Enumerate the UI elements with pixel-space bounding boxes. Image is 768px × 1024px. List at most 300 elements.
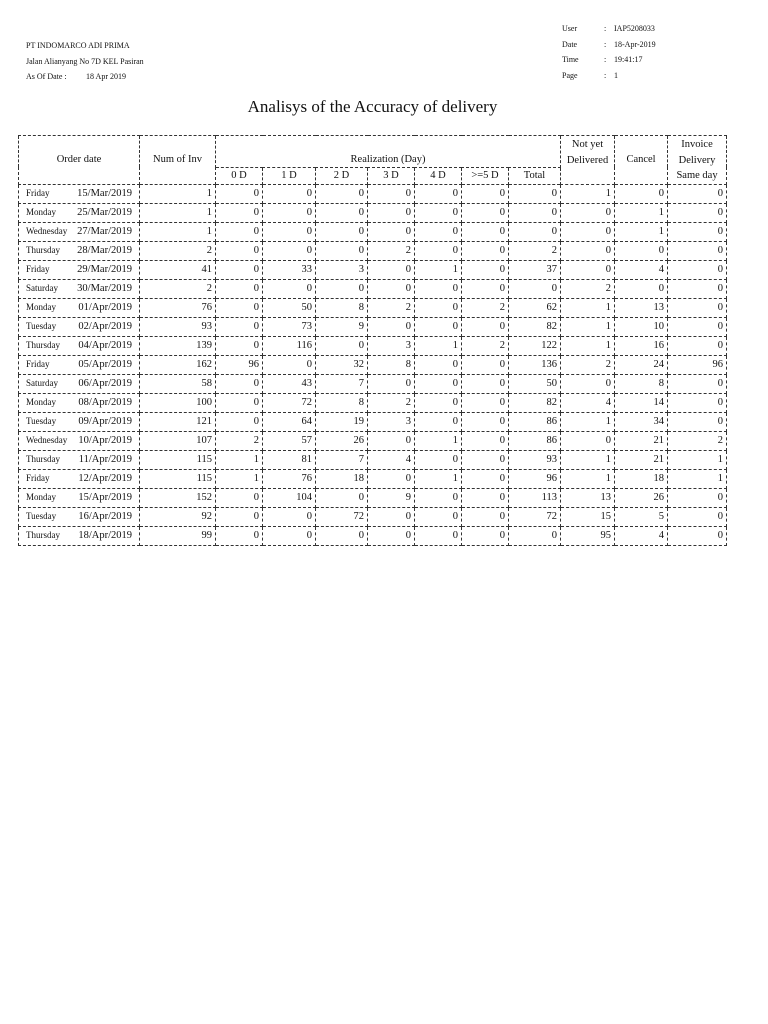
weekday: Thursday [26, 340, 60, 350]
value-cell: 0 [668, 336, 727, 355]
table-row [19, 374, 727, 393]
value-cell: 8 [615, 374, 668, 393]
value-cell: 0 [615, 279, 668, 298]
value-cell: 0 [415, 203, 462, 222]
as-of-date-value: 18 Apr 2019 [86, 72, 126, 81]
accuracy-table [18, 135, 727, 546]
order-date-cell [19, 507, 140, 526]
order-date: 18/Apr/2019 [78, 530, 132, 541]
value-cell: 0 [462, 222, 509, 241]
value-cell: 0 [668, 317, 727, 336]
value-cell: 0 [263, 184, 316, 203]
value-cell: 76 [140, 298, 216, 317]
table-row [19, 241, 727, 260]
value-cell: 0 [316, 241, 368, 260]
value-cell: 1 [561, 184, 615, 203]
value-cell: 4 [615, 526, 668, 545]
value-cell: 0 [561, 374, 615, 393]
value-cell: 21 [615, 431, 668, 450]
value-cell: 26 [615, 488, 668, 507]
order-date-cell [19, 241, 140, 260]
order-date-cell [19, 203, 140, 222]
weekday: Monday [26, 302, 56, 312]
value-cell: 0 [415, 222, 462, 241]
value-cell: 95 [561, 526, 615, 545]
value-cell: 0 [462, 393, 509, 412]
value-cell: 2 [462, 298, 509, 317]
value-cell: 0 [316, 203, 368, 222]
value-cell: 0 [561, 241, 615, 260]
value-cell: 0 [216, 412, 263, 431]
table-row [19, 336, 727, 355]
value-cell: 1 [615, 203, 668, 222]
weekday: Tuesday [26, 511, 57, 521]
value-cell: 72 [263, 393, 316, 412]
value-cell: 0 [216, 203, 263, 222]
table-row [19, 431, 727, 450]
value-cell: 0 [462, 203, 509, 222]
value-cell: 1 [561, 317, 615, 336]
value-cell: 96 [668, 355, 727, 374]
value-cell: 0 [263, 526, 316, 545]
value-cell: 21 [615, 450, 668, 469]
value-cell: 0 [462, 355, 509, 374]
value-cell: 0 [415, 184, 462, 203]
value-cell: 0 [216, 317, 263, 336]
value-cell: 0 [415, 317, 462, 336]
value-cell: 50 [263, 298, 316, 317]
value-cell: 0 [415, 412, 462, 431]
value-cell: 0 [316, 222, 368, 241]
value-cell: 0 [462, 374, 509, 393]
table-row [19, 184, 727, 203]
value-cell: 1 [216, 469, 263, 488]
meta-time-value: 19:41:17 [614, 55, 643, 64]
value-cell: 13 [615, 298, 668, 317]
value-cell: 58 [140, 374, 216, 393]
value-cell: 0 [668, 298, 727, 317]
value-cell: 0 [216, 279, 263, 298]
order-date: 04/Apr/2019 [78, 340, 132, 351]
order-date: 01/Apr/2019 [78, 302, 132, 313]
value-cell: 9 [316, 317, 368, 336]
header-3d: 3 D [368, 167, 415, 184]
value-cell: 86 [509, 431, 561, 450]
value-cell: 0 [216, 184, 263, 203]
value-cell: 0 [509, 279, 561, 298]
value-cell: 1 [561, 469, 615, 488]
value-cell: 0 [216, 336, 263, 355]
order-date: 11/Apr/2019 [78, 454, 132, 465]
table-row [19, 450, 727, 469]
value-cell: 2 [368, 393, 415, 412]
value-cell: 116 [263, 336, 316, 355]
meta-separator: : [604, 24, 607, 33]
value-cell: 0 [462, 526, 509, 545]
header-4d: 4 D [415, 167, 462, 184]
meta-page [562, 68, 656, 84]
value-cell: 96 [509, 469, 561, 488]
value-cell: 92 [140, 507, 216, 526]
order-date-cell [19, 317, 140, 336]
order-date: 28/Mar/2019 [77, 245, 132, 256]
value-cell: 0 [615, 184, 668, 203]
order-date: 15/Apr/2019 [78, 492, 132, 503]
value-cell: 0 [216, 507, 263, 526]
header-invoice-delivery-same-day: Invoice Delivery Same day [668, 136, 727, 185]
value-cell: 0 [462, 184, 509, 203]
value-cell: 16 [615, 336, 668, 355]
value-cell: 3 [368, 336, 415, 355]
value-cell: 50 [509, 374, 561, 393]
value-cell: 0 [415, 526, 462, 545]
value-cell: 18 [615, 469, 668, 488]
company-address: Jalan Alianyang No 7D KEL Pasiran [26, 56, 144, 66]
order-date: 06/Apr/2019 [78, 378, 132, 389]
order-date-cell [19, 526, 140, 545]
as-of-date [26, 69, 144, 85]
weekday: Saturday [26, 378, 58, 388]
value-cell: 0 [415, 393, 462, 412]
order-date: 15/Mar/2019 [77, 188, 132, 199]
meta-date-value: 18-Apr-2019 [614, 39, 656, 49]
order-date-cell [19, 469, 140, 488]
value-cell: 0 [216, 260, 263, 279]
value-cell: 0 [668, 222, 727, 241]
value-cell: 139 [140, 336, 216, 355]
header-total: Total [509, 167, 561, 184]
weekday: Friday [26, 359, 50, 369]
weekday: Tuesday [26, 416, 57, 426]
value-cell: 32 [316, 355, 368, 374]
weekday: Friday [26, 264, 50, 274]
value-cell: 0 [462, 488, 509, 507]
value-cell: 0 [668, 203, 727, 222]
header-num-of-inv: Num of Inv [140, 136, 216, 185]
value-cell: 72 [316, 507, 368, 526]
value-cell: 34 [615, 412, 668, 431]
table-row [19, 222, 727, 241]
weekday: Wednesday [26, 435, 68, 445]
value-cell: 2 [668, 431, 727, 450]
value-cell: 96 [216, 355, 263, 374]
value-cell: 57 [263, 431, 316, 450]
value-cell: 1 [561, 298, 615, 317]
value-cell: 121 [140, 412, 216, 431]
value-cell: 0 [462, 431, 509, 450]
order-date-cell [19, 374, 140, 393]
value-cell: 0 [415, 241, 462, 260]
value-cell: 7 [316, 450, 368, 469]
value-cell: 2 [462, 336, 509, 355]
value-cell: 100 [140, 393, 216, 412]
value-cell: 0 [561, 260, 615, 279]
order-date: 09/Apr/2019 [78, 416, 132, 427]
table-row [19, 507, 727, 526]
value-cell: 76 [263, 469, 316, 488]
value-cell: 73 [263, 317, 316, 336]
value-cell: 0 [368, 507, 415, 526]
header-5d-plus: >=5 D [462, 167, 509, 184]
value-cell: 1 [668, 469, 727, 488]
value-cell: 1 [140, 184, 216, 203]
value-cell: 0 [509, 526, 561, 545]
value-cell: 0 [415, 298, 462, 317]
value-cell: 1 [561, 450, 615, 469]
value-cell: 2 [216, 431, 263, 450]
value-cell: 0 [368, 184, 415, 203]
order-date-cell [19, 488, 140, 507]
value-cell: 0 [263, 222, 316, 241]
value-cell: 0 [462, 241, 509, 260]
value-cell: 0 [216, 374, 263, 393]
value-cell: 93 [509, 450, 561, 469]
value-cell: 72 [509, 507, 561, 526]
value-cell: 0 [415, 355, 462, 374]
meta-user-label: User [562, 24, 578, 33]
value-cell: 0 [368, 431, 415, 450]
table-row [19, 526, 727, 545]
value-cell: 0 [368, 222, 415, 241]
value-cell: 62 [509, 298, 561, 317]
order-date-cell [19, 355, 140, 374]
order-date: 12/Apr/2019 [78, 473, 132, 484]
value-cell: 18 [316, 469, 368, 488]
weekday: Thursday [26, 454, 60, 464]
value-cell: 0 [462, 412, 509, 431]
order-date-cell [19, 412, 140, 431]
meta-page-value: 1 [614, 70, 618, 80]
order-date: 10/Apr/2019 [78, 435, 132, 446]
value-cell: 0 [509, 203, 561, 222]
value-cell: 8 [316, 393, 368, 412]
header-order-date: Order date [19, 136, 140, 185]
value-cell: 2 [368, 241, 415, 260]
value-cell: 0 [668, 507, 727, 526]
value-cell: 0 [316, 526, 368, 545]
value-cell: 0 [668, 241, 727, 260]
table-row [19, 393, 727, 412]
table-row [19, 488, 727, 507]
value-cell: 1 [415, 431, 462, 450]
meta-user-value: IAP5208033 [614, 24, 655, 33]
value-cell: 0 [561, 203, 615, 222]
value-cell: 24 [615, 355, 668, 374]
value-cell: 0 [462, 317, 509, 336]
meta-separator: : [604, 70, 607, 80]
value-cell: 107 [140, 431, 216, 450]
value-cell: 19 [316, 412, 368, 431]
meta-date [562, 37, 656, 53]
order-date-cell [19, 393, 140, 412]
value-cell: 2 [509, 241, 561, 260]
value-cell: 41 [140, 260, 216, 279]
value-cell: 162 [140, 355, 216, 374]
value-cell: 0 [668, 260, 727, 279]
value-cell: 0 [668, 184, 727, 203]
value-cell: 0 [316, 488, 368, 507]
order-date-cell [19, 260, 140, 279]
value-cell: 0 [263, 203, 316, 222]
order-date: 05/Apr/2019 [78, 359, 132, 370]
value-cell: 99 [140, 526, 216, 545]
value-cell: 0 [415, 507, 462, 526]
value-cell: 0 [368, 317, 415, 336]
value-cell: 8 [316, 298, 368, 317]
value-cell: 115 [140, 450, 216, 469]
meta-separator: : [604, 55, 607, 64]
table-row [19, 317, 727, 336]
value-cell: 0 [216, 488, 263, 507]
value-cell: 82 [509, 317, 561, 336]
value-cell: 10 [615, 317, 668, 336]
value-cell: 0 [415, 488, 462, 507]
company-block [26, 38, 144, 85]
value-cell: 115 [140, 469, 216, 488]
value-cell: 0 [668, 374, 727, 393]
value-cell: 26 [316, 431, 368, 450]
table-row [19, 279, 727, 298]
value-cell: 4 [615, 260, 668, 279]
weekday: Tuesday [26, 321, 57, 331]
value-cell: 1 [216, 450, 263, 469]
weekday: Monday [26, 492, 56, 502]
value-cell: 3 [316, 260, 368, 279]
value-cell: 0 [316, 184, 368, 203]
value-cell: 1 [415, 336, 462, 355]
table-row [19, 298, 727, 317]
value-cell: 81 [263, 450, 316, 469]
value-cell: 0 [415, 279, 462, 298]
value-cell: 136 [509, 355, 561, 374]
value-cell: 0 [561, 431, 615, 450]
order-date: 29/Mar/2019 [77, 264, 132, 275]
value-cell: 0 [316, 279, 368, 298]
table-row [19, 355, 727, 374]
value-cell: 1 [140, 203, 216, 222]
value-cell: 93 [140, 317, 216, 336]
order-date-cell [19, 279, 140, 298]
value-cell: 0 [509, 184, 561, 203]
report-meta [562, 21, 656, 83]
meta-page-label: Page [562, 70, 578, 80]
value-cell: 0 [415, 374, 462, 393]
meta-date-label: Date [562, 39, 578, 49]
value-cell: 104 [263, 488, 316, 507]
value-cell: 0 [615, 241, 668, 260]
table-row [19, 412, 727, 431]
order-date-cell [19, 222, 140, 241]
order-date: 16/Apr/2019 [78, 511, 132, 522]
weekday: Monday [26, 207, 56, 217]
value-cell: 1 [615, 222, 668, 241]
value-cell: 0 [561, 222, 615, 241]
value-cell: 1 [415, 469, 462, 488]
value-cell: 2 [561, 355, 615, 374]
header-0d: 0 D [216, 167, 263, 184]
value-cell: 0 [668, 412, 727, 431]
meta-user [562, 21, 656, 37]
company-name: PT INDOMARCO ADI PRIMA [26, 41, 130, 50]
order-date-cell [19, 298, 140, 317]
weekday: Saturday [26, 283, 58, 293]
order-date-cell [19, 184, 140, 203]
value-cell: 3 [368, 412, 415, 431]
value-cell: 4 [368, 450, 415, 469]
weekday: Friday [26, 188, 50, 198]
order-date: 02/Apr/2019 [78, 321, 132, 332]
value-cell: 15 [561, 507, 615, 526]
value-cell: 0 [263, 355, 316, 374]
value-cell: 152 [140, 488, 216, 507]
value-cell: 2 [561, 279, 615, 298]
value-cell: 8 [368, 355, 415, 374]
value-cell: 0 [263, 279, 316, 298]
order-date: 30/Mar/2019 [77, 283, 132, 294]
table-row [19, 469, 727, 488]
table-body [19, 184, 727, 545]
order-date: 27/Mar/2019 [77, 226, 132, 237]
value-cell: 0 [216, 222, 263, 241]
value-cell: 0 [415, 450, 462, 469]
value-cell: 0 [509, 222, 561, 241]
table-row [19, 260, 727, 279]
weekday: Wednesday [26, 226, 68, 236]
value-cell: 122 [509, 336, 561, 355]
order-date: 25/Mar/2019 [77, 207, 132, 218]
value-cell: 0 [462, 507, 509, 526]
order-date: 08/Apr/2019 [78, 397, 132, 408]
header-1d: 1 D [263, 167, 316, 184]
value-cell: 0 [368, 469, 415, 488]
value-cell: 1 [140, 222, 216, 241]
value-cell: 1 [415, 260, 462, 279]
order-date-cell [19, 336, 140, 355]
value-cell: 0 [368, 260, 415, 279]
as-of-date-label: As Of Date : [26, 72, 67, 81]
value-cell: 0 [368, 203, 415, 222]
meta-time-label: Time [562, 55, 579, 64]
value-cell: 2 [368, 298, 415, 317]
header-cancel: Cancel [615, 136, 668, 185]
value-cell: 43 [263, 374, 316, 393]
value-cell: 33 [263, 260, 316, 279]
value-cell: 5 [615, 507, 668, 526]
value-cell: 1 [561, 412, 615, 431]
value-cell: 14 [615, 393, 668, 412]
value-cell: 0 [462, 450, 509, 469]
header-realization: Realization (Day) [216, 136, 561, 168]
order-date-cell [19, 450, 140, 469]
value-cell: 0 [462, 469, 509, 488]
value-cell: 0 [216, 241, 263, 260]
value-cell: 1 [561, 336, 615, 355]
value-cell: 64 [263, 412, 316, 431]
order-date-cell [19, 431, 140, 450]
weekday: Thursday [26, 530, 60, 540]
value-cell: 13 [561, 488, 615, 507]
value-cell: 0 [216, 393, 263, 412]
value-cell: 0 [368, 374, 415, 393]
table-row [19, 203, 727, 222]
value-cell: 37 [509, 260, 561, 279]
value-cell: 82 [509, 393, 561, 412]
value-cell: 4 [561, 393, 615, 412]
value-cell: 0 [668, 393, 727, 412]
value-cell: 2 [140, 279, 216, 298]
value-cell: 0 [368, 526, 415, 545]
value-cell: 0 [263, 507, 316, 526]
